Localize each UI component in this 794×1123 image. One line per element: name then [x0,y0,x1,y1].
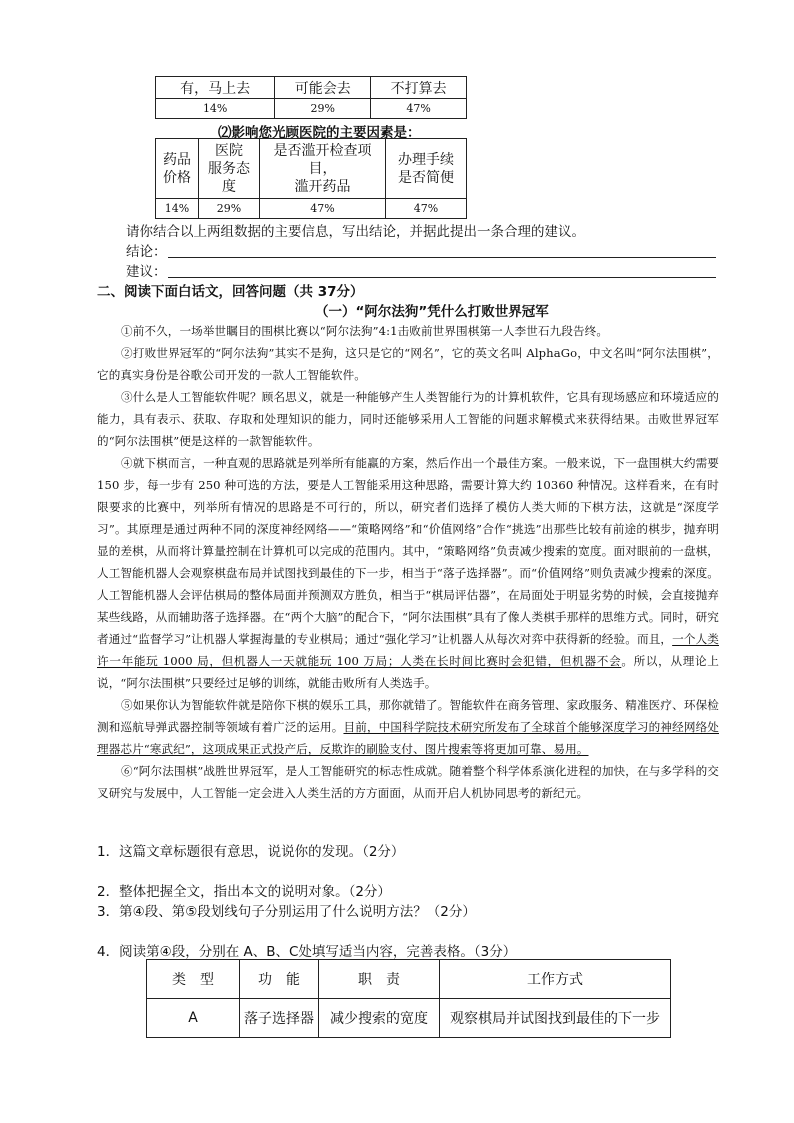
table-header-cell: 医院 服务态 度 [199,139,260,199]
table-cell: 14% [156,199,199,219]
table-cell: 47% [371,99,467,119]
answer-table [146,959,671,1038]
question-2: 2．整体把握全文，指出本文的说明对象。（2分） [97,884,391,900]
table-cell: 减少搜索的宽度 [319,999,440,1038]
table-header-cell: 是否滥开检查项 目， 滥开药品 [260,139,386,199]
question-3: 3．第④段、第⑤段划线句子分别运用了什么说明方法？（2分） [97,904,476,920]
table-header-cell: 可能会去 [275,77,371,99]
table-cell: 29% [199,199,260,219]
paragraph-4: ④就下棋而言，一种直观的思路就是列举所有能赢的方案，然后作出一个最佳方案。一般来说，下一盘围棋大约需要 150 步，每一步有 250 种可选的方法，要是人工智能采用这种思路，需要计算大约 10360 种情况。这样看来，在有时限要求的比赛中，列举所有情况的思路是不可行的，所以，研究者们选择了模仿人类大师的下棋方法，这就是“深度学习”。其原理是通过两种不同的深度神经网络——“策略网络”和“价值网络”合作“挑选”出那些比较有前途的棋步，抛弃明显的差棋，从而将计算量控制在计算机可以完成的范围内。其中，“策略网络”负责减少搜索的宽度。面对眼前的一盘棋，人工智能机器人会观察棋盘布局并试图找到最佳的下一步，相当于“落子选择器”。而“价值网络”则负责减少搜索的深度。人工智能机器人会评估棋局的整体局面并预测双方胜负，相当于“棋局评估器”，在局面处于明显劣势的时候，会直接抛弃某些线路，从而辅助落子选择器。在“两个大脑”的配合下，“阿尔法围棋”具有了像人类棋手那样的思维方式。同时，研究者通过“监督学习”让机器人掌握海量的专业棋局；通过“强化学习”让机器人从每次对弈中获得新的经验。而且，一个人类许一年能玩 1000 局，但机器人一天就能玩 100 万局；人类在长时间比赛时会犯错，但机器不会。所以，从理论上说，“阿尔法围棋”只要经过足够的训练，就能击败所有人类选手。 [97,456,719,690]
prompt-text: 请你结合以上两组数据的主要信息，写出结论，并据此提出一条合理的建议。 [126,224,585,240]
question-4: 4．阅读第④段，分别在 A、B、C处填写适当内容，完善表格。（3分） [97,944,517,960]
paragraph-6: ⑥“阿尔法围棋”战胜世界冠军，是人工智能研究的标志性成就。随着整个科学体系演化进程的加快，在与多学科的交叉研究与发展中，人工智能一定会进入人类生活的方方面面，从而开启人机协同思考的新纪元。 [97,764,719,800]
table-header-cell: 办理手续 是否简便 [386,139,467,199]
section-heading: 二、阅读下面白话文，回答问题（共 37分） [97,284,364,300]
table-cell: 47% [260,199,386,219]
table-header-cell: 类 型 [147,960,240,999]
table-cell: 14% [156,99,275,119]
table-cell: 落子选择器 [240,999,319,1038]
table-header-cell: 工作方式 [440,960,671,999]
survey-table-1 [155,76,467,119]
conclusion-answer-line[interactable] [168,257,716,258]
question-1: 1．这篇文章标题很有意思，说说你的发现。（2分） [97,844,405,860]
table-header-cell: 有，马上去 [156,77,275,99]
paragraph-3: ③什么是人工智能软件呢？顾名思义，就是一种能够产生人类智能行为的计算机软件，它具有现场感应和环境适应的能力，具有表示、获取、存取和处理知识的能力，同时还能够采用人工智能的问题求解模式来获得结果。击败世界冠军的“阿尔法围棋”便是这样的一款智能软件。 [97,390,719,448]
paragraph-1: ①前不久，一场举世瞩目的围棋比赛以“阿尔法狗”4:1击败前世界围棋第一人李世石九段告终。 [121,324,609,338]
underlined-sentence-4: 一个人类许一年能玩 1000 局，但机器人一天就能玩 100 万局；人类在长时间比赛时会犯错，但机器不会 [97,632,719,668]
table-header-cell: 不打算去 [371,77,467,99]
table-cell: 47% [386,199,467,219]
table-cell: 观察棋局并试图找到最佳的下一步 [440,999,671,1038]
table-2-title: ⑵影响您光顾医院的主要因素是： [218,125,421,141]
table-header-cell: 职 责 [319,960,440,999]
article-body [97,320,719,804]
underlined-sentence-5: 目前，中国科学院技术研究所发布了全球首个能够深度学习的神经网络处理器芯片“寒武纪”，这项成果正式投产后，反欺诈的刷脸支付、图片搜索等将更加可靠、易用。 [97,720,719,756]
table-header-cell: 功 能 [240,960,319,999]
paragraph-5: ⑤如果你认为智能软件就是陪你下棋的娱乐工具，那你就错了。智能软件在商务管理、家政服务、精准医疗、环保检测和巡航导弹武器控制等领域有着广泛的运用。目前，中国科学院技术研究所发布了全球首个能够深度学习的神经网络处理器芯片“寒武纪”，这项成果正式投产后，反欺诈的刷脸支付、图片搜索等将更加可靠、易用。 [97,698,719,756]
table-header-cell: 药品 价格 [156,139,199,199]
paragraph-2: ②打败世界冠军的“阿尔法狗”其实不是狗，这只是它的“网名”，它的英文名叫 AlphaGo，中文名叫“阿尔法围棋”，它的真实身份是谷歌公司开发的一款人工智能软件。 [97,346,719,382]
table-cell: 29% [275,99,371,119]
survey-table-2 [155,138,467,219]
suggestion-answer-line[interactable] [168,277,716,278]
conclusion-label: 结论： [126,244,167,260]
suggestion-label: 建议： [126,264,167,280]
table-cell[interactable]: A [147,999,240,1038]
article-title: （一）“阿尔法狗”凭什么打败世界冠军 [315,304,549,320]
